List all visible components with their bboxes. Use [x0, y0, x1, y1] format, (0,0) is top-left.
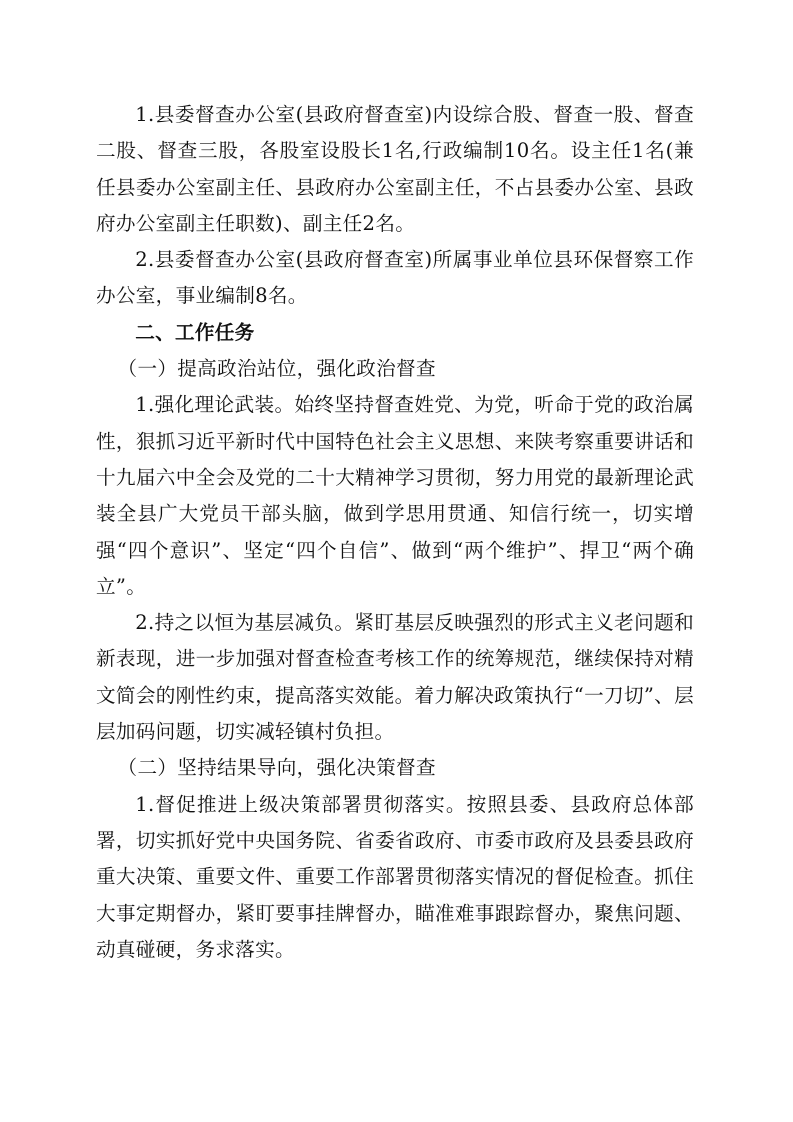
body-paragraph: 1.督促推进上级决策部署贯彻落实。按照县委、县政府总体部署，切实抓好党中央国务院、省委省政府、市委市政府及县委县政府重大决策、重要文件、重要工作部署贯彻落实情况的督促检查。抓住大事定期督办，紧盯要事挂牌督办，瞄准难事跟踪督办，聚焦问题、动真碰硬，务求落实。 — [96, 792, 694, 961]
body-paragraph: 2.县委督查办公室(县政府督查室)所属事业单位县环保督察工作办公室，事业编制8名。 — [96, 248, 694, 308]
body-paragraph: 2.持之以恒为基层减负。紧盯基层反映强烈的形式主义老问题和新表现，进一步加强对督查检查考核工作的统筹规范，继续保持对精文简会的刚性约束，提高落实效能。着力解决政策执行“一刀切”、层层加码问题，切实减轻镇村负担。 — [96, 611, 694, 744]
section-heading: 二、工作任务 — [135, 320, 255, 344]
subsection-heading: （二）坚持结果导向，强化决策督查 — [117, 756, 436, 780]
body-paragraph: 1.县委督查办公室(县政府督查室)内设综合股、督查一股、督查二股、督查三股，各股室设股长1名,行政编制10名。设主任1名(兼任县委办公室副主任、县政府办公室副主任，不占县委办公室、县政府办公室副主任职数)、副主任2名。 — [96, 103, 694, 235]
body-paragraph: 1.强化理论武装。始终坚持督查姓党、为党，听命于党的政治属性，狠抓习近平新时代中国特色社会主义思想、来陕考察重要讲话和十九届六中全会及党的二十大精神学习贯彻，努力用党的最新理论武装全县广大党员干部头脑，做到学思用贯通、知信行统一，切实增强“四个意识”、坚定“四个自信”、做到“两个维护”、捍卫“两个确立”。 — [96, 393, 694, 598]
document-body — [96, 97, 694, 968]
subsection-heading: （一）提高政治站位，强化政治督查 — [117, 357, 436, 381]
